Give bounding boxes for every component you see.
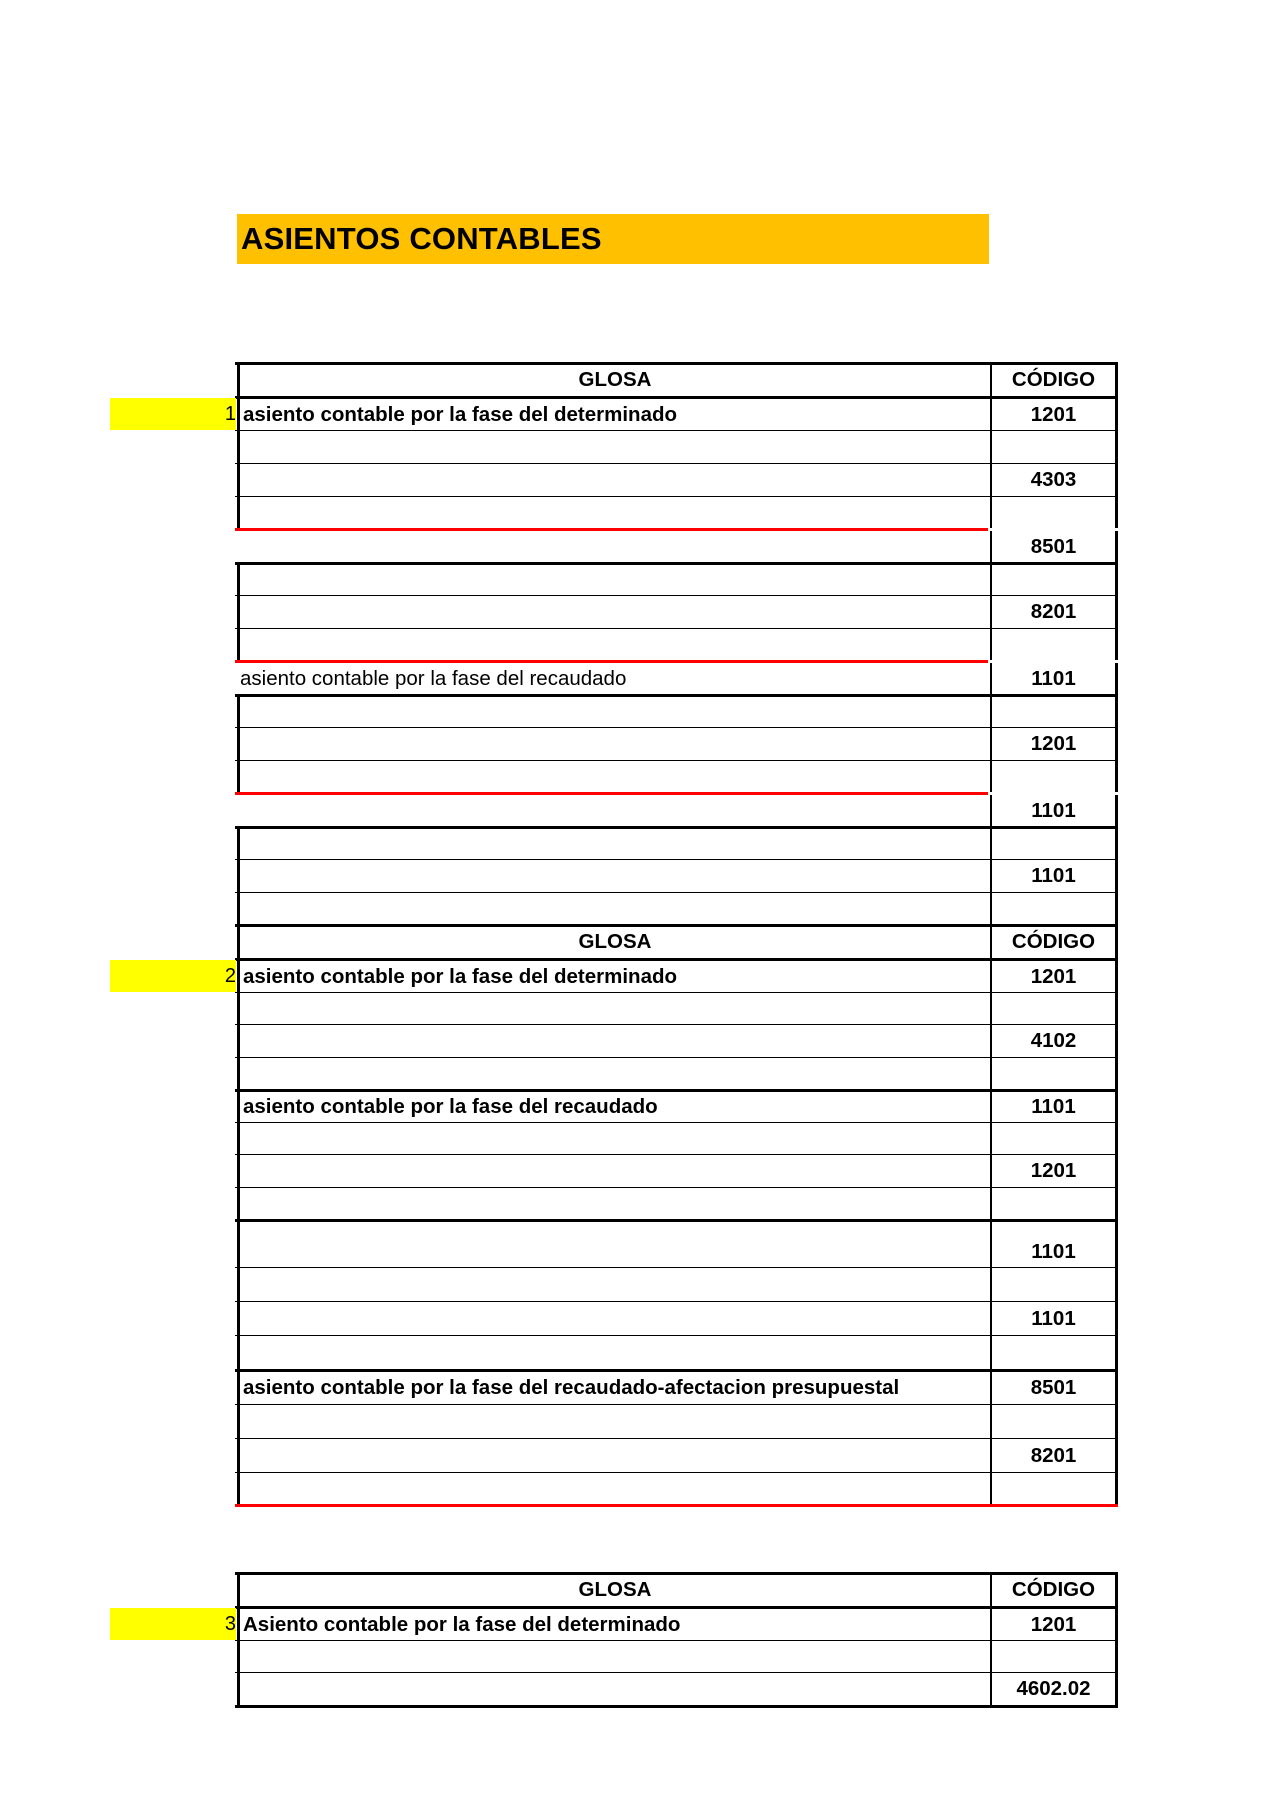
table-row <box>237 696 1118 727</box>
table-row <box>237 1221 1118 1267</box>
table-row <box>237 860 1118 892</box>
table-row <box>237 1091 1118 1122</box>
table-row <box>237 1473 1118 1504</box>
glosa-cell <box>237 1123 990 1154</box>
table-row <box>237 1188 1118 1219</box>
table-row <box>237 1336 1118 1369</box>
glosa-header: GLOSA <box>237 1574 990 1606</box>
glosa-cell: asiento contable por la fase del recaudado-afectacion presupuestal <box>237 1371 990 1404</box>
glosa-cell <box>237 728 990 760</box>
table-row <box>237 531 1118 562</box>
codigo-header: CÓDIGO <box>990 1574 1118 1606</box>
glosa-cell: asiento contable por la fase del determinado <box>237 961 990 992</box>
glosa-cell <box>237 893 990 924</box>
glosa-header: GLOSA <box>237 926 990 958</box>
codigo-cell <box>990 828 1118 859</box>
glosa-cell <box>237 1058 990 1089</box>
table-row <box>237 1058 1118 1089</box>
glosa-cell <box>237 860 990 892</box>
codigo-cell: 1101 <box>990 1302 1118 1335</box>
codigo-cell: 1101 <box>990 795 1118 826</box>
table-row <box>237 1123 1118 1154</box>
table-row <box>237 795 1118 826</box>
codigo-cell: 1101 <box>990 1091 1118 1122</box>
entry-number-1: 1 <box>110 398 236 430</box>
table-row <box>237 1025 1118 1057</box>
glosa-cell <box>237 1336 990 1369</box>
codigo-cell: 1101 <box>990 1221 1118 1267</box>
codigo-cell: 1101 <box>990 663 1118 694</box>
table-header <box>237 364 1118 396</box>
codigo-header: CÓDIGO <box>990 926 1118 958</box>
glosa-cell <box>237 596 990 628</box>
glosa-header: GLOSA <box>237 364 990 396</box>
table-row <box>237 893 1118 924</box>
codigo-cell: 1101 <box>990 860 1118 892</box>
table-row <box>237 596 1118 628</box>
codigo-header: CÓDIGO <box>990 364 1118 396</box>
glosa-cell <box>237 1439 990 1472</box>
table-row <box>237 728 1118 760</box>
table-row <box>237 564 1118 595</box>
table-row <box>237 663 1118 694</box>
glosa-cell <box>237 993 990 1024</box>
codigo-cell <box>990 431 1118 463</box>
table-row <box>237 629 1118 660</box>
glosa-cell <box>237 1221 990 1267</box>
table-row <box>237 1302 1118 1335</box>
glosa-cell <box>237 564 990 595</box>
glosa-cell <box>237 497 990 528</box>
glosa-cell <box>237 431 990 463</box>
glosa-cell <box>237 1302 990 1335</box>
table-row <box>237 1641 1118 1672</box>
table-row <box>237 497 1118 528</box>
codigo-cell <box>990 1336 1118 1369</box>
table-row <box>237 1155 1118 1187</box>
entry-number-2: 2 <box>110 960 236 992</box>
glosa-cell <box>237 1641 990 1672</box>
codigo-cell <box>990 1641 1118 1672</box>
codigo-cell <box>990 1405 1118 1438</box>
codigo-cell <box>990 629 1118 660</box>
codigo-cell <box>990 893 1118 924</box>
glosa-cell <box>237 1405 990 1438</box>
table-row <box>237 399 1118 430</box>
table-header <box>237 1574 1118 1606</box>
glosa-cell <box>237 1155 990 1187</box>
codigo-cell <box>990 1268 1118 1301</box>
table-row <box>237 1609 1118 1640</box>
glosa-cell: asiento contable por la fase del recaudado <box>240 666 627 690</box>
codigo-cell: 1201 <box>990 1609 1118 1640</box>
codigo-cell: 1201 <box>990 399 1118 430</box>
codigo-cell: 4303 <box>990 464 1118 496</box>
glosa-cell: Asiento contable por la fase del determinado <box>237 1609 990 1640</box>
glosa-cell <box>237 629 990 660</box>
glosa-cell <box>237 828 990 859</box>
codigo-cell <box>990 1473 1118 1504</box>
codigo-cell: 4102 <box>990 1025 1118 1057</box>
table-row <box>237 1439 1118 1472</box>
red-underline <box>235 1504 1118 1507</box>
table-row <box>237 1405 1118 1438</box>
codigo-cell: 8201 <box>990 1439 1118 1472</box>
glosa-cell <box>237 531 990 562</box>
codigo-cell <box>990 497 1118 528</box>
codigo-cell <box>990 761 1118 792</box>
codigo-cell <box>990 993 1118 1024</box>
codigo-cell <box>990 1188 1118 1219</box>
table-row <box>237 1371 1118 1404</box>
codigo-cell <box>990 564 1118 595</box>
table-row <box>237 464 1118 496</box>
table-row <box>237 1673 1118 1705</box>
page-title: ASIENTOS CONTABLES <box>237 214 989 264</box>
glosa-cell <box>237 464 990 496</box>
codigo-cell <box>990 696 1118 727</box>
codigo-cell: 8501 <box>990 1371 1118 1404</box>
glosa-cell <box>237 1673 990 1705</box>
table-row <box>237 961 1118 992</box>
glosa-cell <box>237 1473 990 1504</box>
glosa-cell <box>237 795 990 826</box>
codigo-cell: 4602.02 <box>990 1673 1118 1705</box>
table-row <box>237 828 1118 859</box>
table-header <box>237 926 1118 958</box>
glosa-cell <box>237 696 990 727</box>
glosa-cell <box>237 1268 990 1301</box>
glosa-cell <box>237 1188 990 1219</box>
table-row <box>237 761 1118 792</box>
codigo-cell: 1201 <box>990 728 1118 760</box>
codigo-cell <box>990 1058 1118 1089</box>
glosa-cell <box>237 1025 990 1057</box>
entry-number-3: 3 <box>110 1608 236 1640</box>
table-row <box>237 993 1118 1024</box>
table-row <box>237 1268 1118 1301</box>
codigo-cell: 8501 <box>990 531 1118 562</box>
glosa-cell: asiento contable por la fase del determinado <box>237 399 990 430</box>
codigo-cell <box>990 1123 1118 1154</box>
codigo-cell: 1201 <box>990 1155 1118 1187</box>
glosa-cell: asiento contable por la fase del recaudado <box>237 1091 990 1122</box>
table-row <box>237 431 1118 463</box>
codigo-cell: 1201 <box>990 961 1118 992</box>
glosa-cell <box>237 761 990 792</box>
codigo-cell: 8201 <box>990 596 1118 628</box>
